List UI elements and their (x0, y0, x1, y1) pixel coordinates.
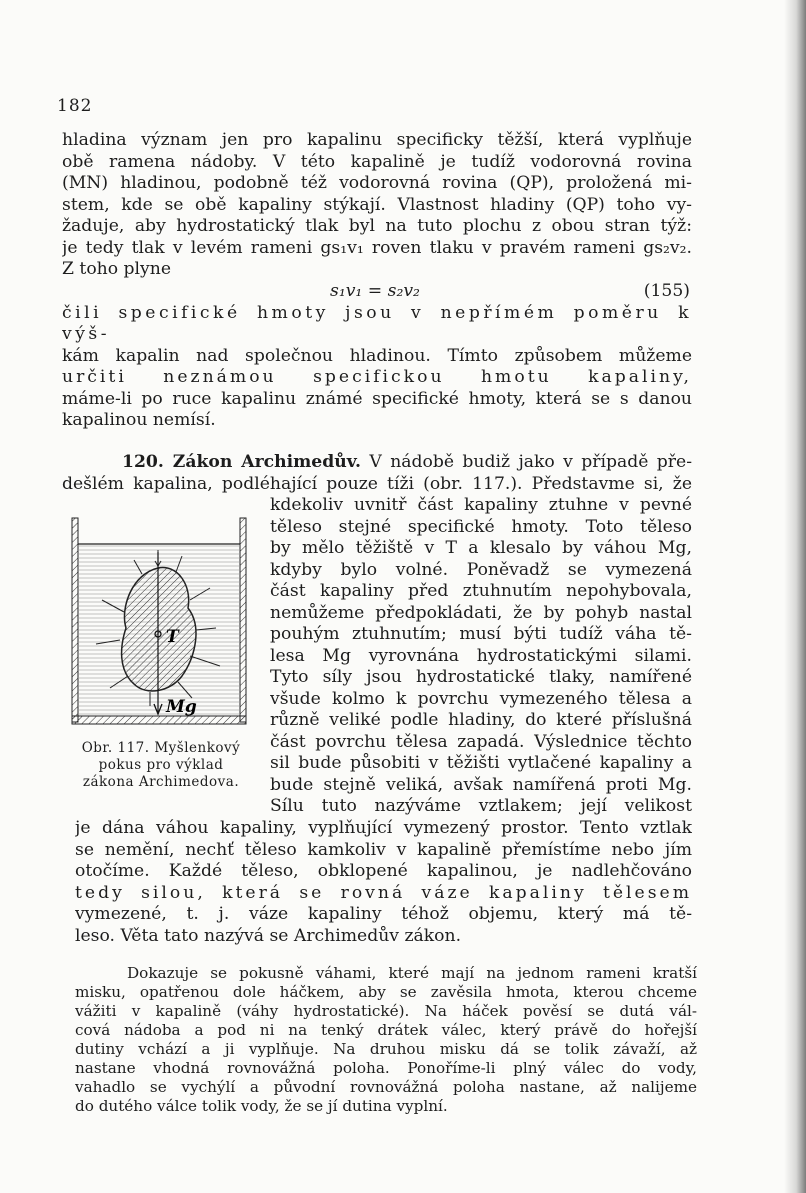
page-number: 182 (57, 96, 93, 116)
text-line: misku, opatřenou dole háčkem, aby se zavěsila hmota, kterou chceme (75, 983, 697, 1001)
text-line: nemůžeme předpokládati, že by pohyb nastal (270, 602, 692, 623)
text-line: různě veliké podle hladiny, do které příslušná (270, 710, 692, 730)
text-line: Z toho plyne (62, 259, 171, 279)
text-line: vymezené, t. j. váze kapaliny téhož objemu, který má tě- (75, 904, 692, 924)
text-line: těleso stejné specifické hmoty. Toto těleso (270, 516, 692, 537)
text-line: část kapaliny před ztuhnutím nepohybovala, (270, 581, 692, 601)
text-line: stem, kde se obě kapaliny stýkají. Vlastnost hladiny (QP) toho vy- (62, 194, 692, 215)
archimedes-diagram (70, 516, 248, 728)
text-line: vahadlo se vychýlí a původní rovnovážná poloha nastane, až nalijeme (75, 1078, 697, 1096)
text-line: kapalinou nemísí. (62, 410, 216, 430)
text-line: lesa Mg vyrovnána hydrostatickými silami. (270, 645, 692, 666)
section-first-line (62, 452, 692, 474)
text-line: do dutého válce tolik vody, že se jí dutina vyplní. (75, 1097, 448, 1115)
vessel-right-wall (240, 518, 246, 722)
text-line: obě ramena nádoby. V této kapalině je tudíž vodorovná rovina (62, 151, 692, 172)
figure-117 (62, 516, 260, 791)
text-line: čili specifické hmoty jsou v nepřímém poměru k výš- (62, 302, 692, 344)
text-line: je tedy tlak v levém rameni gs₁v₁ roven tlaku v pravém rameni gs₂v₂. (62, 237, 692, 258)
figure-caption (62, 740, 260, 791)
text-line: leso. Věta tato nazývá se Archimedův zákon. (75, 925, 462, 946)
text-line: určiti neznámou specifickou hmotu kapaliny, (62, 367, 692, 387)
text-line: všude kolmo k povrchu vymezeného tělesa a (270, 688, 692, 709)
text-line: hladina význam jen pro kapalinu specificky těžší, která vyplňuje (62, 130, 692, 150)
label-Mg: Mg (166, 697, 197, 717)
section-first-line-text: V nádobě budiž jako v případě pře- (369, 452, 692, 472)
text-line: dutiny vchází a ji vyplňuje. Na druhou misku dá se tolik závaží, až (75, 1040, 697, 1058)
vessel-bottom (72, 716, 246, 724)
equation-number: (155) (643, 280, 690, 301)
text-line: pouhým ztuhnutím; musí býti tudíž váha tě- (270, 624, 692, 644)
text-line: máme-li po ruce kapalinu známé specifické hmoty, která se s danou (62, 388, 692, 409)
label-T: T (166, 627, 179, 647)
caption-line: zákona Archimedova. (82, 774, 240, 790)
vessel-left-wall (72, 518, 78, 722)
text-line: sil bude působiti v těžišti vytlačené kapaliny a (270, 753, 692, 773)
paragraph-archimedes-wrap (270, 495, 692, 818)
caption-line: Obr. 117. Myšlenkový (81, 740, 241, 756)
text-line: dešlém kapalina, podléhající pouze tíži (obr. 117.). Představme si, že (62, 473, 692, 494)
text-line: část povrchu tělesa zapadá. Výslednice těchto (270, 731, 692, 752)
paragraph-hydrostatic-balance (75, 964, 697, 1116)
text-line: by mělo těžiště v T a klesalo by váhou Mg, (270, 538, 692, 558)
text-line: je dána váhou kapaliny, vyplňující vymezený prostor. Tento vztlak (75, 818, 692, 838)
paragraph-hydrostatic-level (62, 130, 692, 432)
page-edge-shadow (784, 0, 806, 1193)
text-line: bude stejně veliká, avšak namířená proti Mg. (270, 774, 692, 795)
text-line: kám kapalin nad společnou hladinou. Tímto způsobem můžeme (62, 345, 692, 366)
text-line: (MN) hladinou, podobně též vodorovná rovina (QP), proložená mi- (62, 173, 692, 193)
text-line: vážiti v kapalině (váhy hydrostatické). Na háček pověsí se dutá vál- (75, 1002, 697, 1020)
text-line: Sílu tuto nazýváme vztlakem; její velikost (270, 796, 692, 816)
text-line: Dokazuje se pokusně váhami, které mají na jednom rameni kratší (127, 964, 697, 982)
equation-row (62, 281, 692, 303)
section-heading: 120. Zákon Archimedův. (122, 452, 361, 472)
text-line: se nemění, nechť těleso kamkoliv v kapalině přemístíme nebo jím (75, 839, 692, 860)
equation-formula: s₁v₁ = s₂v₂ (330, 280, 420, 301)
paragraph-archimedes-law (75, 818, 692, 947)
text-line: tedy silou, která se rovná váze kapaliny tělesem (75, 882, 692, 903)
text-line: kdekoliv uvnitř část kapaliny ztuhne v pevné (270, 495, 692, 515)
text-line: kdyby bylo volné. Poněvadž se vymezená (270, 559, 692, 580)
text-line: cová nádoba a pod ni na tenký drátek válec, který právě do hořejší (75, 1021, 697, 1039)
text-line: nastane vhodná rovnovážná poloha. Ponoříme-li plný válec do vody, (75, 1059, 697, 1077)
text-line: Tyto síly jsou hydrostatické tlaky, namířené (270, 667, 692, 687)
text-line: otočíme. Každé těleso, obklopené kapalinou, je nadlehčováno (75, 861, 692, 881)
caption-line: pokus pro výklad (98, 757, 224, 773)
text-line: žaduje, aby hydrostatický tlak byl na tuto plochu z obou stran týž: (62, 216, 692, 236)
section-archimedes (62, 452, 692, 495)
